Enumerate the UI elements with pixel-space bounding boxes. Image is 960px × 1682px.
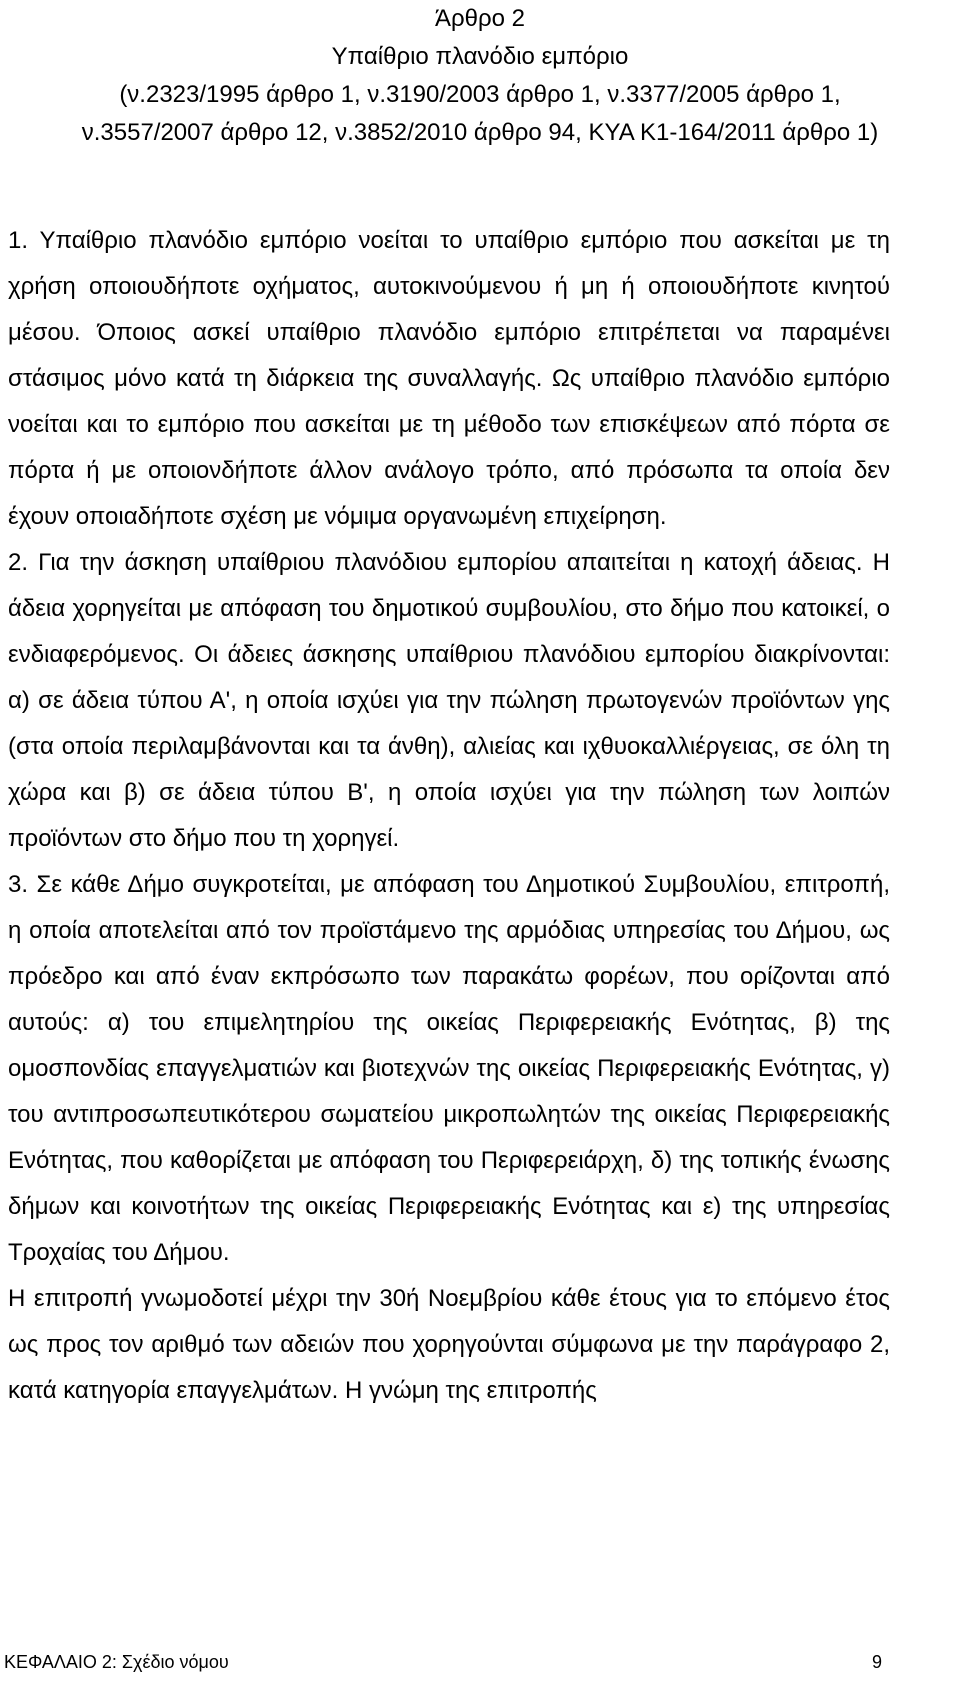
legal-references-line-2: ν.3557/2007 άρθρο 12, ν.3852/2010 άρθρο 94, ΚΥΑ Κ1-164/2011 άρθρο 1) — [81, 119, 879, 146]
paragraph-2: 2. Για την άσκηση υπαίθριου πλανόδιου εμπορίου απαιτείται η κατοχή άδειας. Η άδεια χορηγείται με απόφαση του δημοτικού συμβουλίου, στο δήμο που κατοικεί, ο ενδιαφερόμενος. Οι άδειες άσκησης υπαίθριου πλανόδιου εμπορίου διακρίνονται: α) σε άδεια τύπου Α', η οποία ισχύει για την πώληση πρωτογενών προϊόντων γης (στα οποία περιλαμβάνονται και τα άνθη), αλιείας και ιχθυοκαλλιέργειας, σε όλη τη χώρα και β) σε άδεια τύπου Β', η οποία ισχύει για την πώληση των λοιπών προϊόντων στο δήμο που τη χορηγεί. — [8, 549, 890, 852]
page-number: 9 — [871, 1652, 882, 1672]
paragraph-3-continuation: Η επιτροπή γνωμοδοτεί μέχρι την 30ή Νοεμβρίου κάθε έτους για το επόμενο έτος ως προς τον αριθμό των αδειών που χορηγούνται σύμφωνα με την παράγραφο 2, κατά κατηγορία επαγγελμάτων. Η γνώμη της επιτροπής — [8, 1285, 890, 1404]
article-header — [0, 0, 960, 152]
legal-references-line-1: (ν.2323/1995 άρθρο 1, ν.3190/2003 άρθρο 1, ν.3377/2005 άρθρο 1, — [119, 81, 841, 108]
page-footer — [4, 1651, 882, 1673]
article-body — [8, 218, 890, 1414]
article-number: Άρθρο 2 — [434, 5, 526, 32]
chapter-label: ΚΕΦΑΛΑΙΟ 2: Σχέδιο νόμου — [4, 1652, 229, 1672]
article-title: Υπαίθριο πλανόδιο εμπόριο — [331, 43, 629, 70]
paragraph-1: 1. Υπαίθριο πλανόδιο εμπόριο νοείται το υπαίθριο εμπόριο που ασκείται με τη χρήση οποιουδήποτε οχήματος, αυτοκινούμενου ή μη ή οποιουδήποτε κινητού μέσου. Όποιος ασκεί υπαίθριο πλανόδιο εμπόριο επιτρέπεται να παραμένει στάσιμος μόνο κατά τη διάρκεια της συναλλαγής. Ως υπαίθριο πλανόδιο εμπόριο νοείται και το εμπόριο που ασκείται με τη μέθοδο των επισκέψεων από πόρτα σε πόρτα ή με οποιονδήποτε άλλον ανάλογο τρόπο, από πρόσωπα τα οποία δεν έχουν οποιαδήποτε σχέση με νόμιμα οργανωμένη επιχείρηση. — [8, 227, 890, 530]
paragraph-3: 3. Σε κάθε Δήμο συγκροτείται, με απόφαση του Δημοτικού Συμβουλίου, επιτροπή, η οποία αποτελείται από τον προϊστάμενο της αρμόδιας υπηρεσίας του Δήμου, ως πρόεδρο και από έναν εκπρόσωπο των παρακάτω φορέων, που ορίζονται από αυτούς: α) του επιμελητηρίου της οικείας Περιφερειακής Ενότητας, β) της ομοσπονδίας επαγγελματιών και βιοτεχνών της οικείας Περιφερειακής Ενότητας, γ) του αντιπροσωπευτικότερου σωματείου μικροπωλητών της οικείας Περιφερειακής Ενότητας, που καθορίζεται με απόφαση του Περιφερειάρχη, δ) της τοπικής ένωσης δήμων και κοινοτήτων της οικείας Περιφερειακής Ενότητας και ε) της υπηρεσίας Τροχαίας του Δήμου. — [8, 871, 890, 1266]
